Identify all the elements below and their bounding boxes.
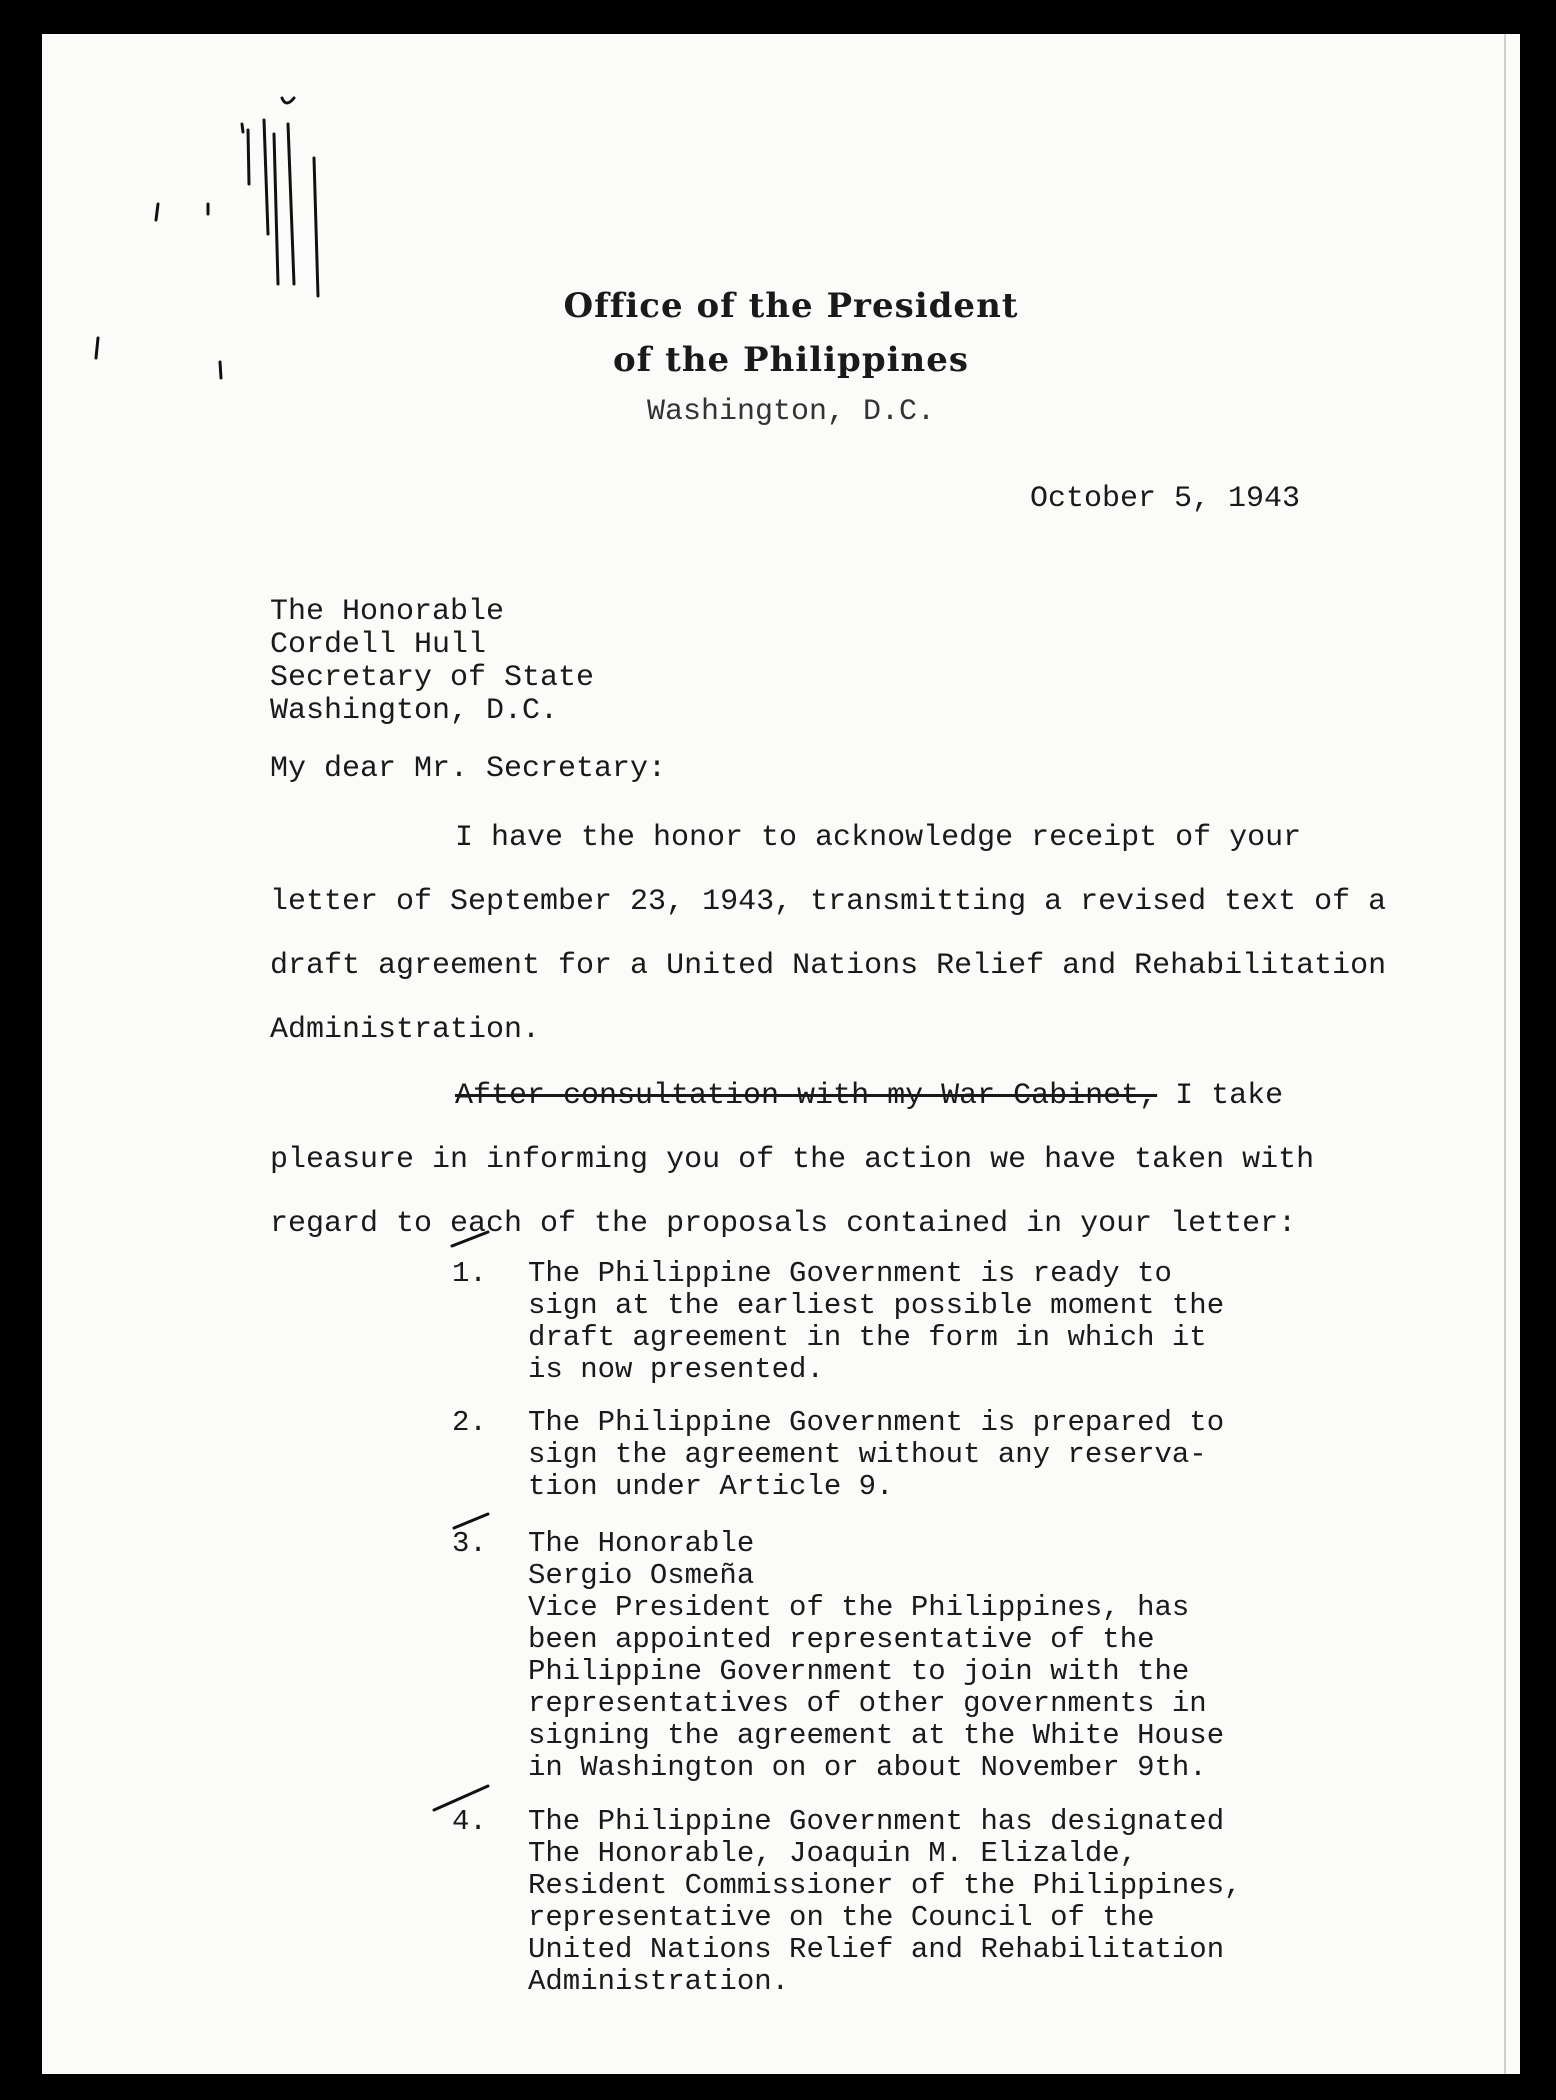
item-number: 1. bbox=[452, 1257, 487, 1290]
item-line: tion under Article 9. bbox=[528, 1470, 894, 1503]
item-text bbox=[528, 1258, 1368, 1386]
item-text bbox=[528, 1806, 1368, 1998]
letter-page bbox=[42, 34, 1520, 2074]
item-line: signing the agreement at the White House bbox=[528, 1719, 1225, 1752]
item-line: The Honorable, Joaquin M. Elizalde, bbox=[528, 1837, 1138, 1870]
recipient-line: The Honorable bbox=[270, 595, 505, 629]
pen-mark bbox=[242, 124, 243, 132]
letterhead-office: Office of the President bbox=[563, 286, 1019, 326]
item-line: The Honorable bbox=[528, 1527, 755, 1560]
recipient-line: Secretary of State bbox=[270, 661, 595, 695]
item-line: Sergio Osmeña bbox=[528, 1559, 755, 1592]
item-line: Philippine Government to join with the bbox=[528, 1655, 1190, 1688]
pen-mark bbox=[282, 98, 294, 103]
recipient-line: Washington, D.C. bbox=[270, 694, 559, 728]
pen-mark bbox=[264, 120, 268, 234]
recipient-address bbox=[270, 596, 594, 728]
item-line: Resident Commissioner of the Philippines, bbox=[528, 1869, 1242, 1902]
item-number: 4. bbox=[452, 1805, 487, 1838]
item-line: in Washington on or about November 9th. bbox=[528, 1751, 1207, 1784]
paragraph-text: I take pleasure in informing you of the action we have taken with regard to each of the proposals contained in your letter: bbox=[270, 1079, 1315, 1241]
pen-mark bbox=[248, 130, 249, 184]
item-line: The Philippine Government is ready to bbox=[528, 1257, 1172, 1290]
item-number: 2. bbox=[452, 1406, 487, 1439]
pen-mark bbox=[288, 124, 294, 284]
letterhead-location: Washington, D.C. bbox=[646, 395, 936, 429]
recipient-line: Cordell Hull bbox=[270, 628, 487, 662]
pen-mark bbox=[156, 204, 158, 220]
item-line: draft agreement in the form in which it bbox=[528, 1321, 1207, 1354]
salutation: My dear Mr. Secretary: bbox=[270, 752, 667, 786]
item-line: been appointed representative of the bbox=[528, 1623, 1155, 1656]
item-line: sign at the earliest possible moment the bbox=[528, 1289, 1225, 1322]
item-line: is now presented. bbox=[528, 1353, 824, 1386]
letterhead-country: of the Philippines bbox=[612, 340, 970, 380]
item-line: representatives of other governments in bbox=[528, 1687, 1207, 1720]
item-line: Administration. bbox=[528, 1965, 790, 1998]
item-line: representative on the Council of the bbox=[528, 1901, 1155, 1934]
item-text bbox=[528, 1528, 1368, 1784]
pen-mark bbox=[314, 158, 318, 296]
item-line: Vice President of the Philippines, has bbox=[528, 1591, 1190, 1624]
item-line: The Philippine Government is prepared to bbox=[528, 1406, 1225, 1439]
item-number: 3. bbox=[452, 1527, 487, 1560]
item-line: sign the agreement without any reserva- bbox=[528, 1438, 1207, 1471]
item-line: The Philippine Government has designated bbox=[528, 1805, 1225, 1838]
paragraph-acknowledgement: I have the honor to acknowledge receipt of your letter of September 23, 1943, transmitting a revised text of a draft agreement for a United Nations Relief and Rehabilitation Administration. bbox=[270, 821, 1387, 1047]
pen-mark bbox=[274, 134, 278, 284]
letterhead bbox=[42, 279, 1520, 437]
paragraph-action bbox=[270, 1064, 1400, 1256]
pen-mark bbox=[454, 1514, 488, 1528]
letter-date: October 5, 1943 bbox=[1030, 482, 1301, 516]
struck-text: After consultation with my War Cabinet, bbox=[455, 1079, 1158, 1113]
item-line: United Nations Relief and Rehabilitation bbox=[528, 1933, 1225, 1966]
item-text bbox=[528, 1407, 1368, 1503]
